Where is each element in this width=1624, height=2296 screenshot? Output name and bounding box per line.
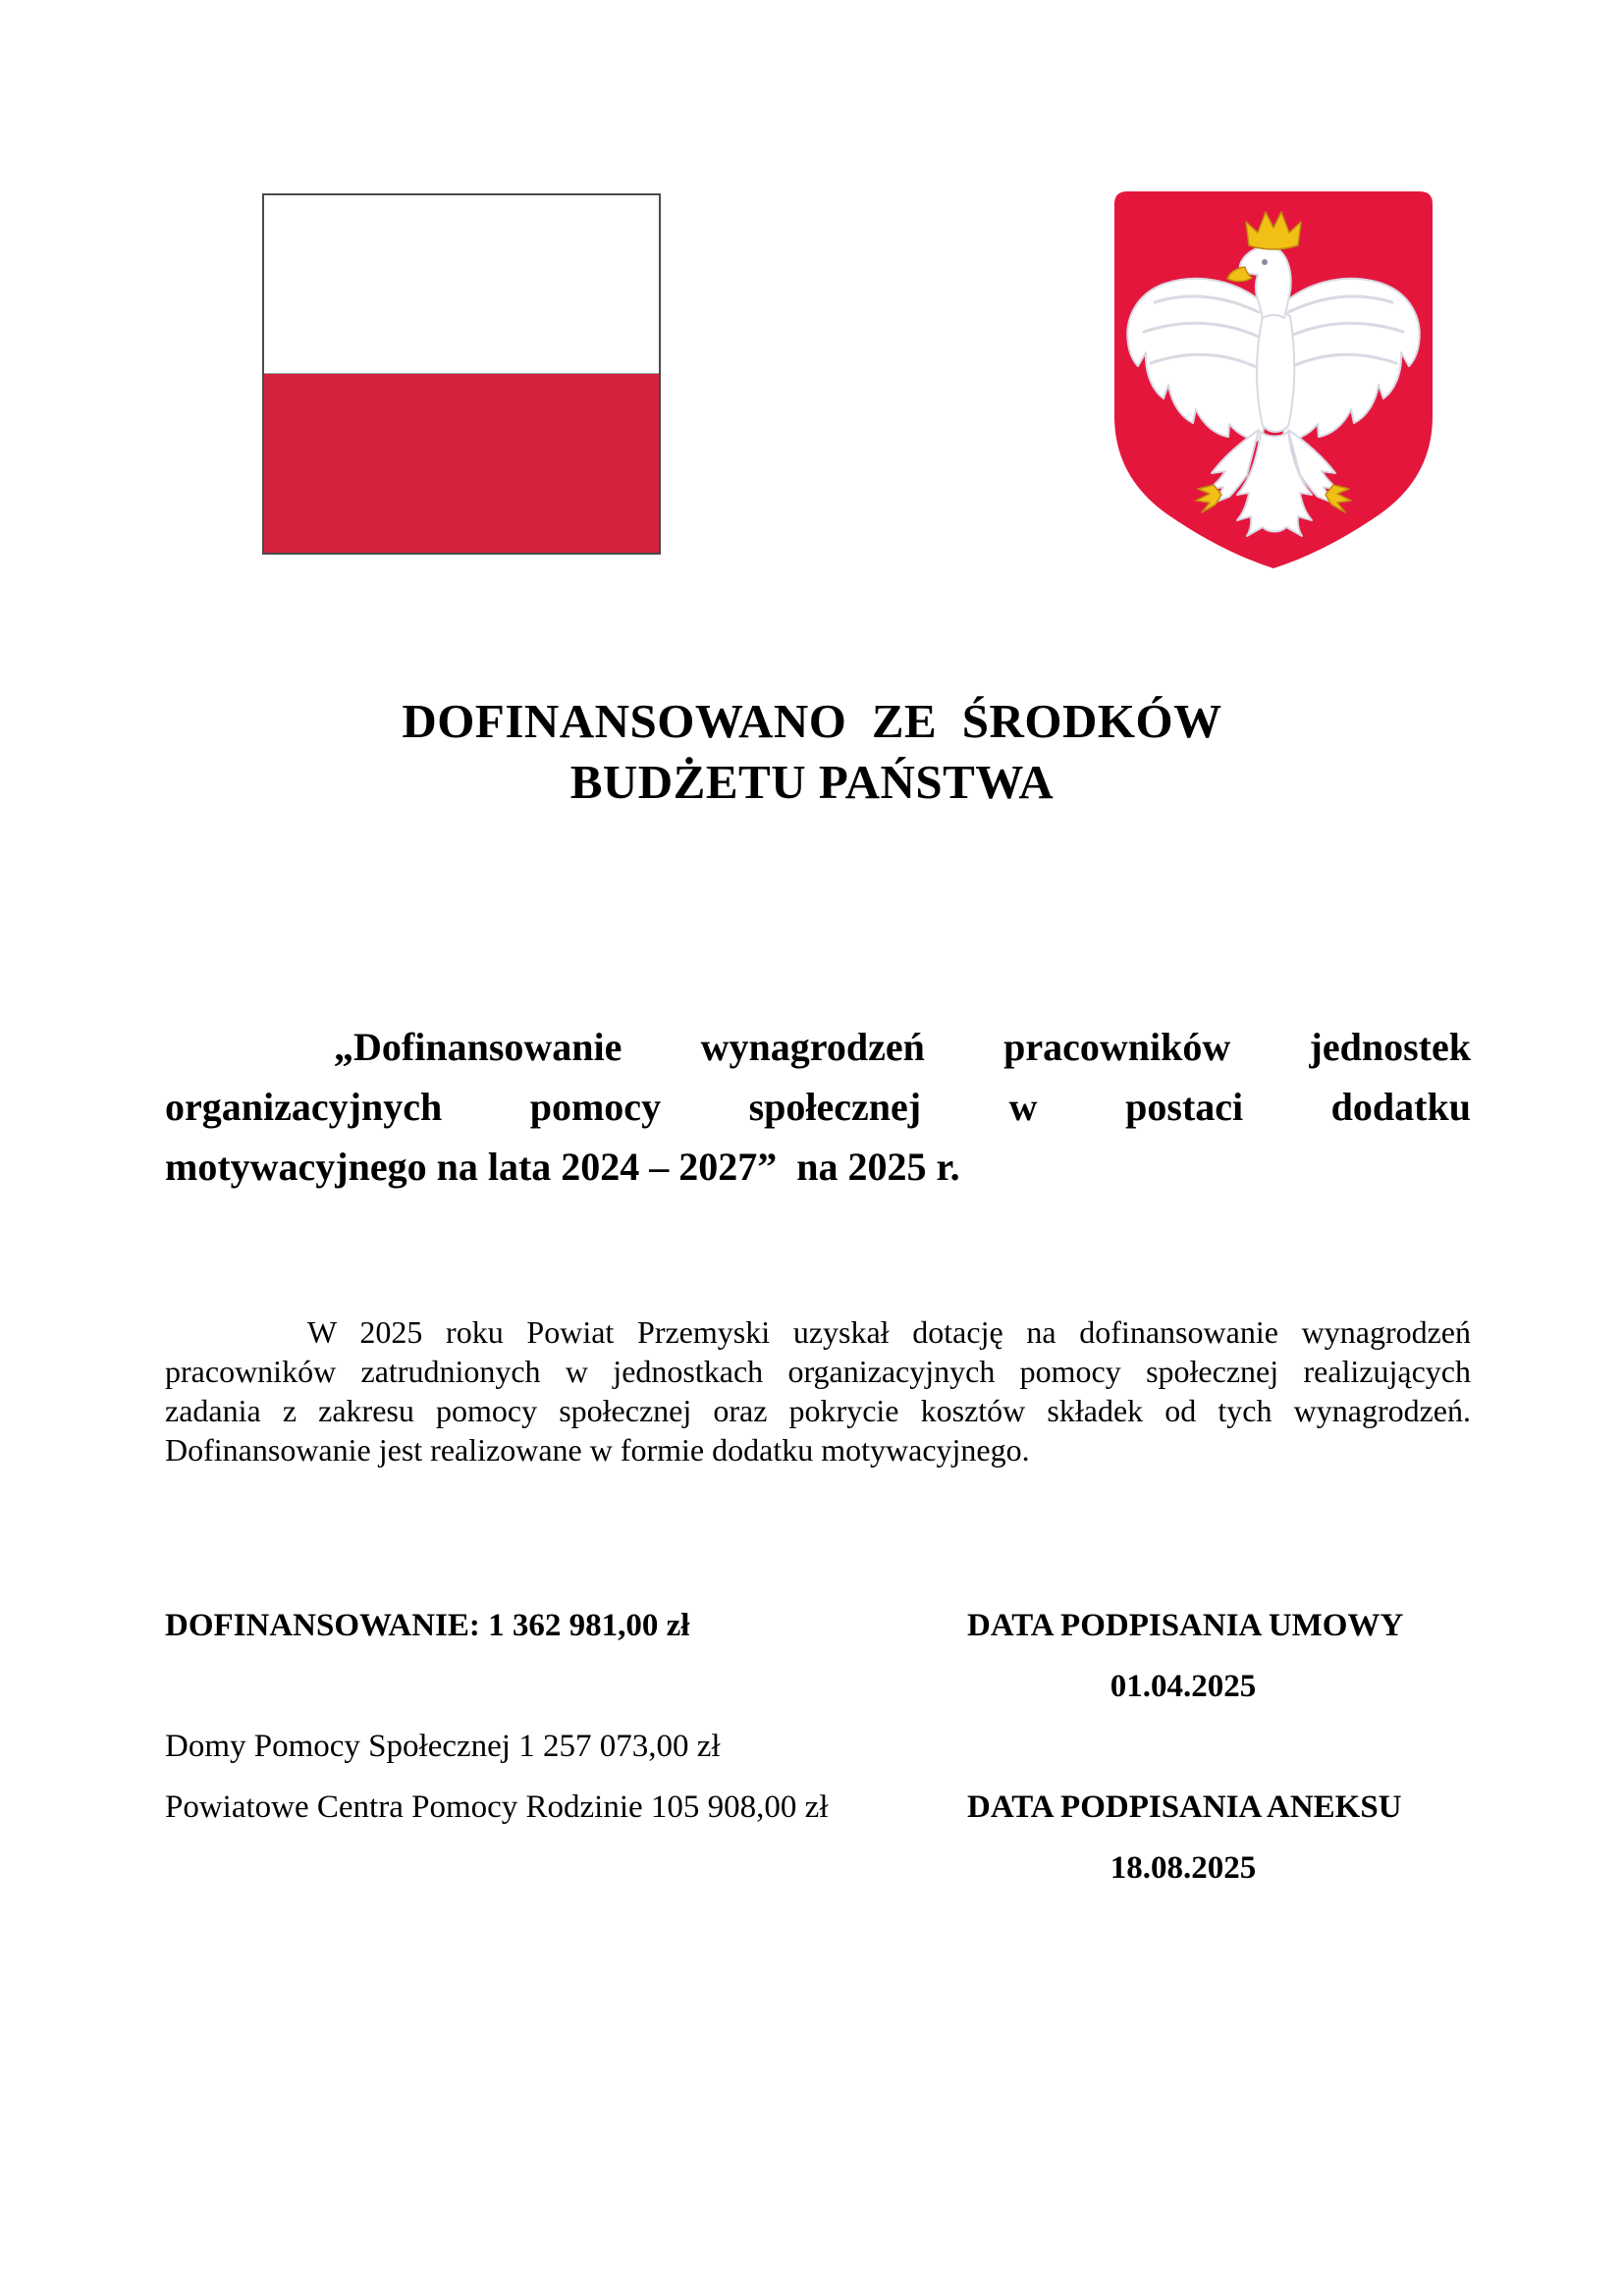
program-title (165, 1017, 1471, 1197)
poland-coat-of-arms-icon (1111, 188, 1435, 571)
funding-total: DOFINANSOWANIE: 1 362 981,00 zł (165, 1608, 690, 1643)
program-title-line-1: „Dofinansowanie wynagrodzeń pracowników jednostek (334, 1025, 1471, 1069)
program-title-line-2: organizacyjnych pomocy społecznej w postaci dodatku (165, 1085, 1471, 1129)
main-title (0, 691, 1624, 813)
funding-item-pcpr: Powiatowe Centra Pomocy Rodzinie 105 908,00 zł (165, 1789, 829, 1825)
body-line-3: zadania z zakresu pomocy społecznej oraz pokrycie kosztów składek od tych wynagrodzeń. (165, 1393, 1471, 1428)
body-paragraph (165, 1312, 1471, 1469)
body-line-1: W 2025 roku Powiat Przemyski uzyskał dotację na dofinansowanie wynagrodzeń (307, 1314, 1471, 1350)
flag-red-stripe (264, 374, 659, 553)
program-title-line-3: motywacyjnego na lata 2024 – 2027” na 2025 r. (165, 1145, 960, 1189)
eagle-eye (1262, 259, 1268, 265)
main-title-line-2: BUDŻETU PAŃSTWA (569, 755, 1055, 809)
flag-white-stripe (264, 195, 659, 374)
aneks-date-label: DATA PODPISANIA ANEKSU (967, 1789, 1402, 1825)
funding-item-dps: Domy Pomocy Społecznej 1 257 073,00 zł (165, 1729, 721, 1764)
eagle-body (1257, 312, 1294, 433)
umowa-date-label: DATA PODPISANIA UMOWY (967, 1608, 1404, 1643)
poland-flag (262, 193, 661, 555)
main-title-line-1: DOFINANSOWANO ZE ŚRODKÓW (402, 694, 1222, 748)
aneks-date-value: 18.08.2025 (1110, 1850, 1257, 1886)
body-line-2: pracowników zatrudnionych w jednostkach organizacyjnych pomocy społecznej realizujących (165, 1354, 1471, 1389)
coat-of-arms-svg (1111, 188, 1435, 571)
umowa-date-value: 01.04.2025 (1110, 1669, 1257, 1704)
body-line-4: Dofinansowanie jest realizowane w formie dodatku motywacyjnego. (165, 1432, 1030, 1468)
